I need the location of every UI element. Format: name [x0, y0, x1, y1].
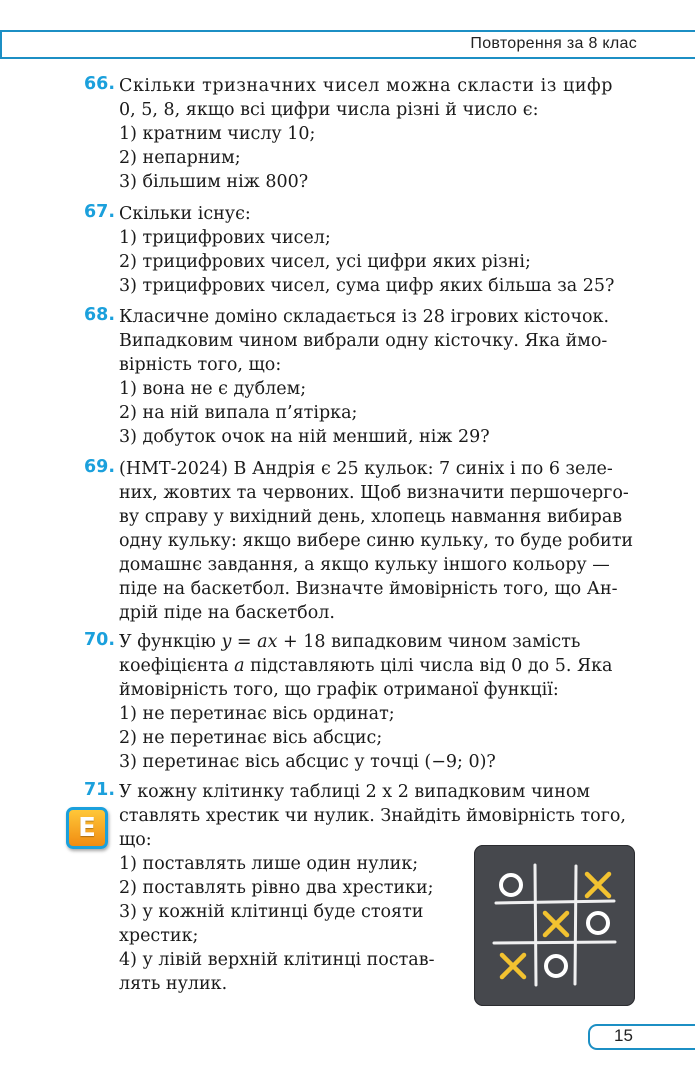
problem-number: 67.: [84, 202, 116, 222]
problem-67: [84, 202, 639, 298]
problem-text: (НМТ-2024) В Андрія є 25 кульок: 7 синіх і по 6 зеле-: [119, 459, 613, 479]
text-run: У функцію: [119, 632, 222, 652]
level-e-badge-icon: Е: [66, 807, 108, 849]
page-number: 15: [614, 1026, 633, 1045]
problem-68: [84, 305, 639, 449]
text-run: підставляють цілі числа від 0 до 5. Яка: [244, 656, 613, 676]
problem-item: лять нулик.: [119, 974, 228, 994]
problem-item: 1) поставлять лише один нулик;: [119, 854, 419, 874]
grid-line: [496, 901, 614, 903]
problem-text: ймовірність того, що графік отриманої функції:: [119, 680, 559, 700]
problem-text: Класичне доміно складається із 28 ігрових кісточок.: [119, 307, 610, 327]
problem-66: [84, 74, 639, 194]
problem-item: хрестик;: [119, 926, 199, 946]
tic-tac-toe-board-image: [474, 845, 635, 1006]
problem-text: одну кульку: якщо вибере синю кульку, то буде робити: [119, 531, 634, 551]
problem-item: 3) більшим ніж 800?: [119, 172, 309, 192]
text-run: + 18 випадковим чином замість: [277, 632, 581, 652]
nought-mark: [501, 875, 521, 895]
problem-item: 3) у кожній клітинці буде стояти: [119, 902, 424, 922]
problem-item: 4) у лівій верхній клітинці постав-: [119, 950, 435, 970]
problem-text: вірність того, що:: [119, 355, 282, 375]
problem-text: них, жовтих та червоних. Щоб визначити першочерго-: [119, 483, 629, 503]
problem-text: [119, 654, 639, 678]
problem-text: Випадковим чином вибрали одну кісточку. Яка ймо-: [119, 331, 608, 351]
problem-70: [84, 630, 639, 774]
problem-text: 0, 5, 8, якщо всі цифри числа різні й число є:: [119, 100, 539, 120]
nought-mark: [588, 913, 608, 933]
problem-item: 2) не перетинає вісь абсцис;: [119, 728, 383, 748]
problem-text: ставлять хрестик чи нулик. Знайдіть ймовірність того,: [119, 806, 626, 826]
page-number-tab: [588, 1024, 695, 1050]
problem-item: 1) не перетинає вісь ординат;: [119, 704, 395, 724]
problem-number: 66.: [84, 74, 116, 94]
problem-text: дрій піде на баскетбол.: [119, 603, 335, 623]
problem-item: 2) трицифрових чисел, усі цифри яких різні;: [119, 252, 531, 272]
grid-line: [494, 942, 615, 943]
problem-item: 1) кратним числу 10;: [119, 124, 316, 144]
text-run: коефіцієнта: [119, 656, 235, 676]
problem-69: [84, 457, 639, 625]
problem-text: піде на баскетбол. Визначте ймовірність того, що Ан-: [119, 579, 618, 599]
problem-item: 2) поставлять рівно два хрестики;: [119, 878, 434, 898]
text-run: =: [231, 632, 258, 652]
problem-item: 3) трицифрових чисел, сума цифр яких більша за 25?: [119, 276, 615, 296]
tic-tac-toe-drawing: [474, 845, 635, 1006]
problem-text: У кожну клітинку таблиці 2 х 2 випадковим чином: [119, 782, 591, 802]
problem-item: 3) добуток очок на ній менший, ніж 29?: [119, 427, 490, 447]
problem-item: 3) перетинає вісь абсцис у точці (−9; 0)?: [119, 752, 496, 772]
problem-text: домашнє завдання, а якщо кульку іншого кольору —: [119, 555, 610, 575]
variable-ax: ax: [257, 632, 278, 652]
grid-line: [575, 866, 576, 984]
problem-item: 2) непарним;: [119, 148, 241, 168]
problem-item: 1) трицифрових чисел;: [119, 228, 331, 248]
problem-number: 68.: [84, 305, 116, 325]
problem-text: [119, 630, 639, 654]
problem-number: 71.: [84, 780, 116, 800]
variable-a: a: [234, 656, 245, 676]
running-header: Повторення за 8 клас: [470, 35, 637, 52]
nought-mark: [546, 956, 566, 976]
problem-text: ву справу у вихідний день, хлопець навмання вибирав: [119, 507, 623, 527]
problem-item: 1) вона не є дублем;: [119, 379, 307, 399]
problem-text: Скільки тризначних чисел можна скласти із цифр: [119, 76, 614, 96]
variable-y: y: [221, 632, 232, 652]
problem-number: 70.: [84, 630, 116, 650]
problem-item: 2) на ній випала п’ятірка;: [119, 403, 358, 423]
grid-line: [535, 865, 536, 985]
problem-text: що:: [119, 830, 152, 850]
problem-number: 69.: [84, 457, 116, 477]
problem-text: Скільки існує:: [119, 204, 251, 224]
